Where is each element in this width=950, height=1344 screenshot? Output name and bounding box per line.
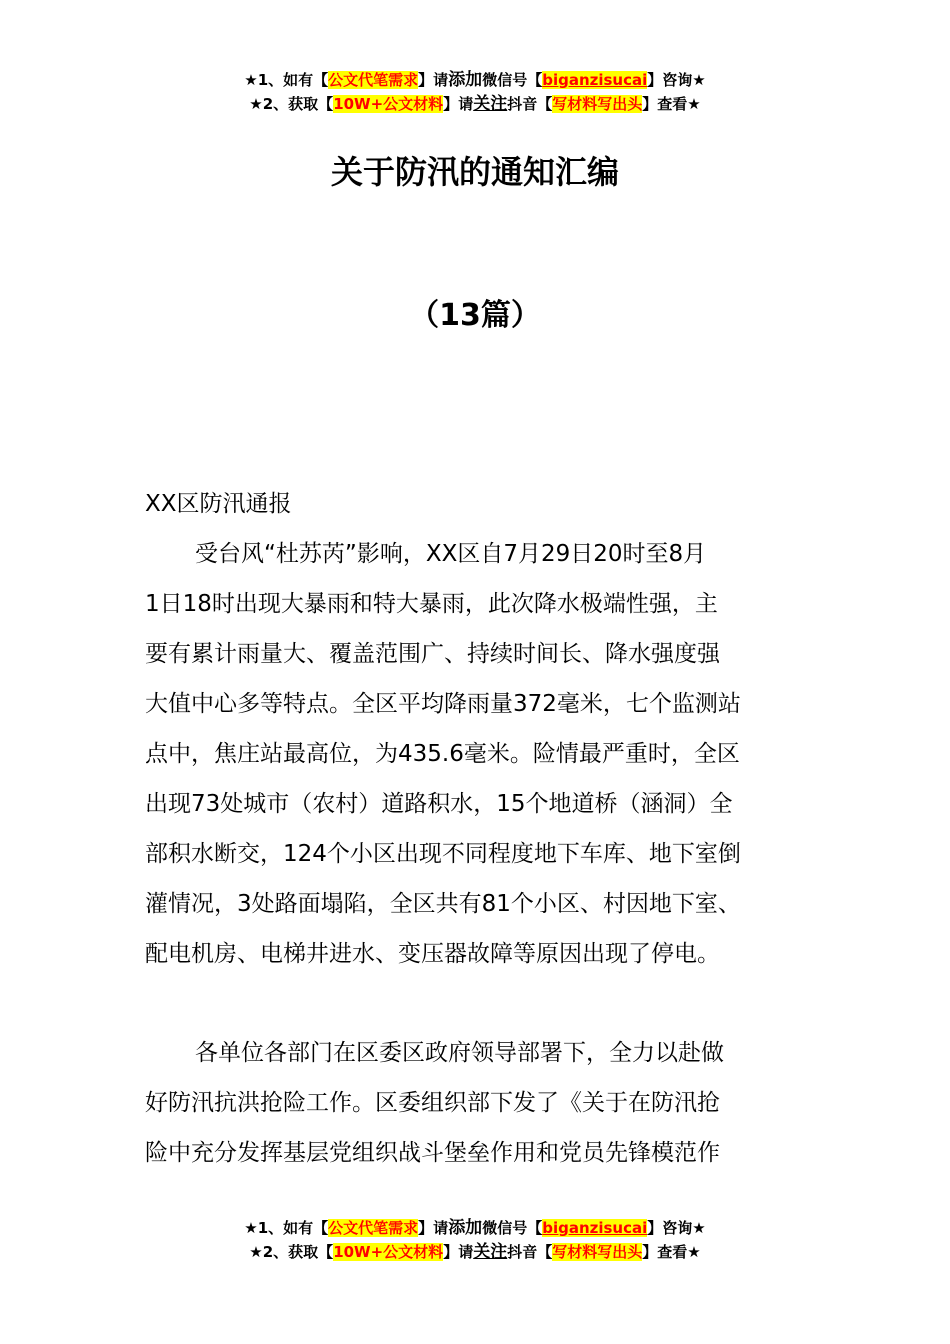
banner-text: 】咨询★ (647, 71, 706, 89)
banner-text: 】咨询★ (647, 1219, 706, 1237)
banner-text: 抖音【 (507, 95, 553, 113)
text-line: 各单位各部门在区委区政府领导部署下，全力以赴做 (195, 1040, 724, 1066)
banner-line-2 (0, 1240, 950, 1264)
banner-emphasis: 关注 (473, 1242, 508, 1262)
banner-line-1 (0, 68, 950, 92)
banner-text: 】查看★ (642, 95, 701, 113)
banner-text: 】查看★ (642, 1243, 701, 1261)
banner-text: 】请 (418, 71, 449, 89)
banner-highlight: 公文代笔需求 (328, 71, 419, 89)
text-line: 险中充分发挥基层党组织战斗堡垒作用和党员先锋模范作 (145, 1140, 720, 1166)
banner-emphasis: 关注 (473, 94, 508, 114)
text-line: 灌情况，3处路面塌陷，全区共有81个小区、村因地下室、 (145, 891, 741, 917)
banner-line-2 (0, 92, 950, 116)
banner-highlight: 10W+公文材料 (333, 1243, 444, 1261)
text-line: 出现73处城市（农村）道路积水，15个地道桥（涵洞）全 (145, 791, 733, 817)
text-line: 大值中心多等特点。全区平均降雨量372毫米，七个监测站 (145, 691, 741, 717)
banner-text: ★1、如有【 (244, 1219, 329, 1237)
banner-text: ★2、获取【 (249, 1243, 334, 1261)
banner-emphasis: 添加 (448, 70, 483, 90)
text-line: 部积水断交，124个小区出现不同程度地下车库、地下室倒 (145, 841, 741, 867)
banner-emphasis: 添加 (448, 1218, 483, 1238)
text-line: 好防汛抗洪抢险工作。区委组织部下发了《关于在防汛抢 (145, 1090, 720, 1116)
paragraph-2 (145, 1028, 825, 1178)
banner-text: ★2、获取【 (249, 95, 334, 113)
banner-line-1 (0, 1216, 950, 1240)
banner-highlight: biganzisucai (542, 1219, 648, 1237)
banner-text: 】请 (443, 95, 474, 113)
banner-highlight: 10W+公文材料 (333, 95, 444, 113)
footer-banner (0, 1216, 950, 1264)
text-line: 点中，焦庄站最高位，为435.6毫米。险情最严重时，全区 (145, 741, 740, 767)
section-heading: XX区防汛通报 (145, 491, 292, 517)
text-line: 1日18时出现大暴雨和特大暴雨，此次降水极端性强，主 (145, 591, 718, 617)
banner-text: 微信号【 (482, 1219, 543, 1237)
text-line: 配电机房、电梯井进水、变压器故障等原因出现了停电。 (145, 941, 720, 967)
text-line: 受台风“杜苏芮”影响，XX区自7月29日20时至8月 (195, 541, 707, 567)
text-line: 要有累计雨量大、覆盖范围广、持续时间长、降水强度强 (145, 641, 720, 667)
banner-highlight: 写材料写出头 (552, 95, 643, 113)
banner-text: ★1、如有【 (244, 71, 329, 89)
banner-highlight: biganzisucai (542, 71, 648, 89)
banner-text: 微信号【 (482, 71, 543, 89)
paragraph-1 (145, 529, 825, 979)
banner-text: 抖音【 (507, 1243, 553, 1261)
banner-highlight: 写材料写出头 (552, 1243, 643, 1261)
banner-highlight: 公文代笔需求 (328, 1219, 419, 1237)
document-subtitle: （13篇） (409, 298, 541, 333)
header-banner (0, 68, 950, 116)
document-title: 关于防汛的通知汇编 (330, 153, 619, 191)
banner-text: 】请 (418, 1219, 449, 1237)
banner-text: 】请 (443, 1243, 474, 1261)
